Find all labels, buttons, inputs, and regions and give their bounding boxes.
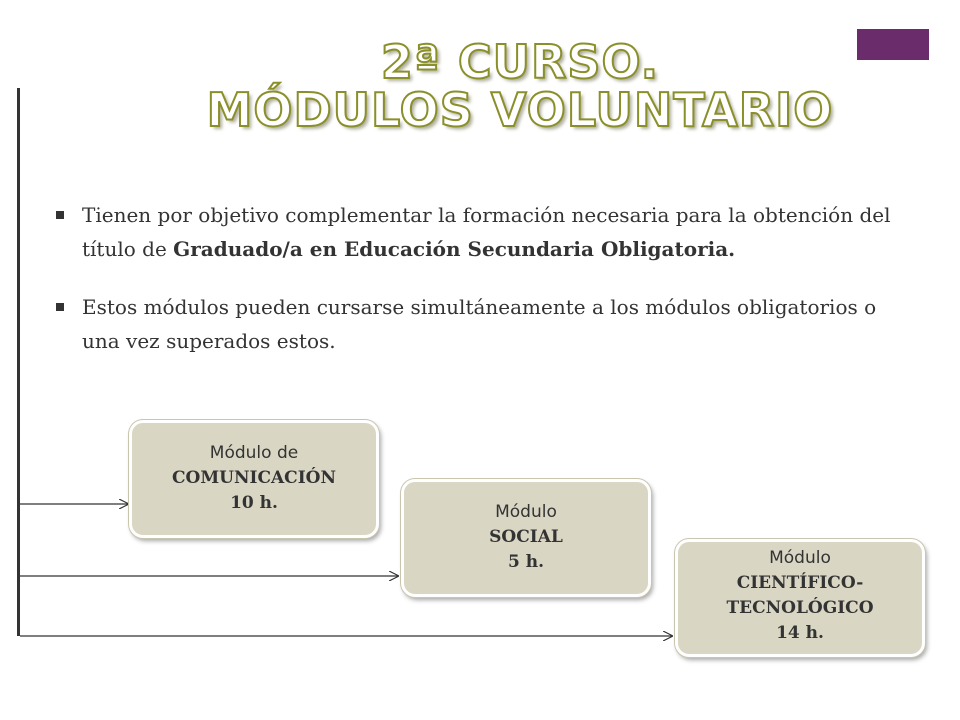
module-title-line-1: CIENTÍFICO-	[736, 573, 864, 593]
module-name: Módulo	[495, 502, 557, 522]
module-title: SOCIAL	[489, 527, 563, 547]
module-title-line-2: TECNOLÓGICO	[726, 598, 874, 618]
module-hours: 5 h.	[507, 552, 545, 572]
bullet-text: Tienen por objetivo complementar la formación necesaria para la obtención del título de	[82, 203, 891, 261]
module-hours: 10 h.	[230, 493, 278, 513]
title-line-2: MÓDULOS VOLUNTARIO	[206, 83, 834, 137]
module-title: COMUNICACIÓN	[171, 468, 337, 488]
module-comunicacion	[129, 420, 379, 538]
module-social	[401, 479, 651, 597]
module-name: Módulo de	[209, 443, 299, 463]
bullet-text: Estos módulos pueden cursarse simultáneamente a los módulos obligatorios o una vez superados estos.	[82, 295, 877, 353]
module-cientifico-tecnologico	[675, 539, 925, 657]
bullet-bold-text: Graduado/a en Educación Secundaria Obligatoria.	[173, 237, 736, 261]
module-hours: 14 h.	[776, 623, 824, 643]
module-name: Módulo	[769, 548, 831, 568]
title-line-1: 2ª CURSO.	[380, 35, 660, 89]
